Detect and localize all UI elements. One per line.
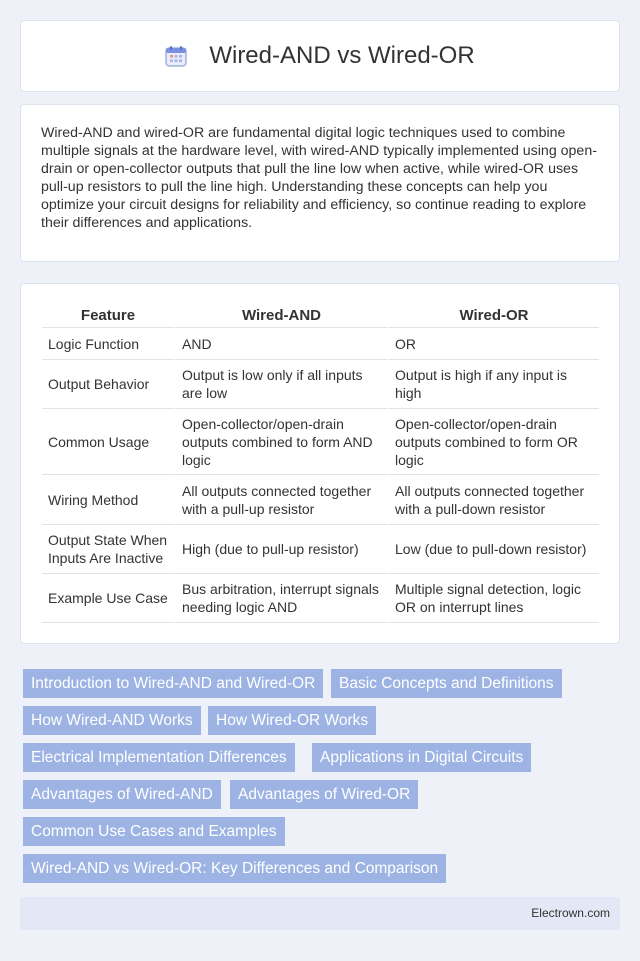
table-row	[42, 574, 599, 623]
tag-link-advantages-wired-and[interactable]: Advantages of Wired-AND	[23, 780, 221, 809]
table-cell: High (due to pull-up resistor)	[174, 525, 387, 574]
footer-brand: Electrown.com	[531, 906, 610, 920]
table-row	[42, 525, 599, 574]
table-cell: Output State When Inputs Are Inactive	[42, 525, 174, 574]
table-cell: All outputs connected together with a pull-down resistor	[387, 475, 599, 525]
table-cell: Logic Function	[42, 328, 174, 360]
footer	[20, 897, 620, 930]
table-cell: Output Behavior	[42, 360, 174, 409]
page-title: Wired-AND vs Wired-OR	[209, 42, 475, 69]
title-card	[20, 20, 620, 92]
table-cell: Bus arbitration, interrupt signals needing logic AND	[174, 574, 387, 623]
column-header-feature: Feature	[42, 301, 174, 328]
table-cell: Output is low only if all inputs are low	[174, 360, 387, 409]
tag-link-how-wired-and-works[interactable]: How Wired-AND Works	[23, 706, 201, 735]
table-cell: Wiring Method	[42, 475, 174, 525]
table-header-row	[42, 301, 599, 328]
table-row	[42, 360, 599, 409]
column-header-wired-or: Wired-OR	[387, 301, 599, 328]
table-cell: Output is high if any input is high	[387, 360, 599, 409]
table-cell: Open-collector/open-drain outputs combined to form AND logic	[174, 409, 387, 475]
tag-link-applications[interactable]: Applications in Digital Circuits	[312, 743, 531, 772]
tag-link-basic-concepts[interactable]: Basic Concepts and Definitions	[331, 669, 562, 698]
table-cell: Common Usage	[42, 409, 174, 475]
comparison-table-card	[20, 283, 620, 644]
table-cell: Multiple signal detection, logic OR on interrupt lines	[387, 574, 599, 623]
table-cell: Low (due to pull-down resistor)	[387, 525, 599, 574]
tag-link-advantages-wired-or[interactable]: Advantages of Wired-OR	[230, 780, 418, 809]
table-row	[42, 475, 599, 525]
table-cell: Example Use Case	[42, 574, 174, 623]
table-row	[42, 409, 599, 475]
table-cell: OR	[387, 328, 599, 360]
table-cell: Open-collector/open-drain outputs combined to form OR logic	[387, 409, 599, 475]
tag-link-key-differences[interactable]: Wired-AND vs Wired-OR: Key Differences and Comparison	[23, 854, 446, 883]
intro-card	[20, 104, 620, 262]
table-cell: All outputs connected together with a pull-up resistor	[174, 475, 387, 525]
intro-text: Wired-AND and wired-OR are fundamental digital logic techniques used to combine multiple signals at the hardware level, with wired-AND typically implemented using open-drain or open-collector outputs that pull the line low when active, while wired-OR uses pull-up resistors to pull the line high. Understanding these concepts can help you optimize your circuit designs for reliability and efficiency, so continue reading to explore their differences and applications.	[41, 125, 597, 231]
table-row	[42, 328, 599, 360]
comparison-table	[42, 301, 599, 623]
column-header-wired-and: Wired-AND	[174, 301, 387, 328]
tag-link-introduction[interactable]: Introduction to Wired-AND and Wired-OR	[23, 669, 323, 698]
tag-link-how-wired-or-works[interactable]: How Wired-OR Works	[208, 706, 376, 735]
tag-link-common-use-cases[interactable]: Common Use Cases and Examples	[23, 817, 285, 846]
calendar-icon	[165, 45, 187, 67]
tag-link-electrical-implementation[interactable]: Electrical Implementation Differences	[23, 743, 295, 772]
table-cell: AND	[174, 328, 387, 360]
